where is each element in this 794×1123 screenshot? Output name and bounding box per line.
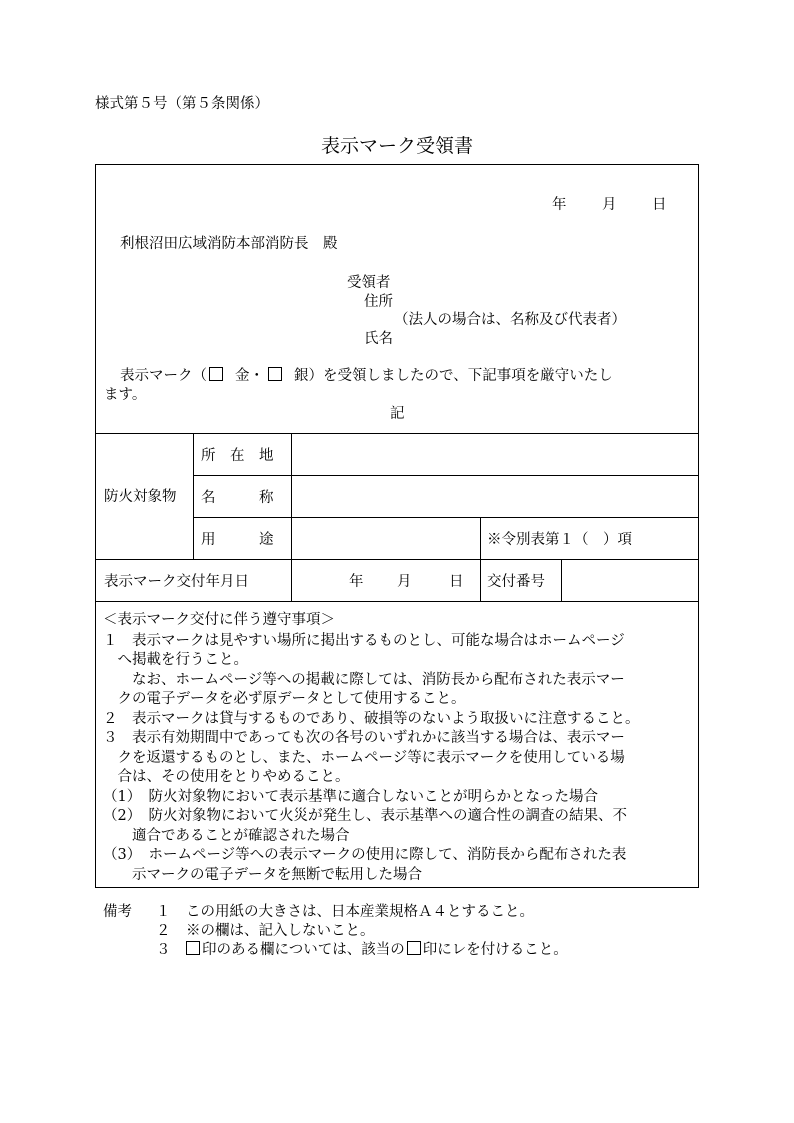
statement-line2: ます。 [104,387,147,403]
remark-text: この用紙の大きさは、日本産業規格Ａ４とすること。 [186,904,534,920]
rule-line [96,601,698,602]
compliance-line: （2） 防火対象物において火災が発生し、表示基準への適合性の調査の結果、不 [103,808,627,824]
compliance-line: なお、ホームページ等への掲載に際しては、消防長から配布された表示マー [103,672,625,688]
form-number: 様式第５号（第５条関係） [95,96,269,112]
issue-day-label: 日 [449,574,464,590]
rule-line [291,559,292,601]
use-label: 用 途 [201,532,274,548]
rule-line [193,433,194,559]
fire-object-label: 防火対象物 [104,489,177,505]
issue-date-label: 表示マーク交付年月日 [104,574,249,590]
remark-text-part: 印にレを付けること。 [422,942,568,958]
name-label: 氏名 [364,331,393,347]
issue-month-label: 月 [397,574,412,590]
compliance-line: ３ 表示有効期間中であっても次の各号のいずれかに該当する場合は、表示マー [103,730,625,746]
compliance-line: 合は、その使用をとりやめること。 [103,769,350,785]
checkbox-silver[interactable] [268,367,282,381]
rule-line [96,433,698,434]
statement-silver: 銀）を受領しましたので、下記事項を厳守いたし [294,368,613,384]
checkbox-sample-icon [186,941,200,955]
remark-number: ２ [156,923,171,939]
remark-text [186,938,568,959]
ordinance-note: ※令別表第１（ ）項 [487,532,632,548]
ki-label: 記 [390,406,405,422]
rule-line [193,475,698,476]
statement-line1 [120,364,613,385]
remark-text: ※の欄は、記入しないこと。 [186,923,375,939]
form-frame [95,164,699,888]
date-year-label: 年 [552,197,567,213]
rule-line [96,559,698,560]
checkbox-gold[interactable] [209,367,223,381]
date-day-label: 日 [652,197,667,213]
rule-line [480,517,481,601]
compliance-heading: ＜表示マーク交付に伴う遵守事項＞ [103,612,335,628]
statement-gold: 金・ [235,368,264,384]
recipient-label: 受領者 [347,275,391,291]
statement-part-a: 表示マーク（ [120,368,207,384]
compliance-line: クの電子データを必ず原データとして使用すること。 [103,691,466,707]
rule-line [193,517,698,518]
compliance-line: 適合であることが確認された場合 [103,828,350,844]
issue-year-label: 年 [349,574,364,590]
corporate-note: （法人の場合は、名称及び代表者） [394,312,626,328]
compliance-line: へ掲載を行うこと。 [103,652,248,668]
compliance-line: １ 表示マークは見やすい場所に掲出するものとし、可能な場合はホームページ [103,633,625,649]
date-month-label: 月 [602,197,617,213]
addressee: 利根沼田広域消防本部消防長 殿 [120,236,338,252]
remark-number: １ [156,904,171,920]
remark-text-part: 印のある欄については、該当の [202,942,405,958]
address-label: 住所 [364,294,393,310]
compliance-line: ２ 表示マークは貸与するものであり、破損等のないよう取扱いに注意すること。 [103,711,640,727]
location-label: 所 在 地 [201,448,274,464]
checkbox-sample-icon [407,941,421,955]
facility-name-label: 名 称 [201,490,274,506]
compliance-line: 示マークの電子データを無断で転用した場合 [103,867,422,883]
compliance-line: クを返還するものとし、また、ホームページ等に表示マークを使用している場 [103,750,625,766]
rule-line [561,559,562,601]
rule-line [291,433,292,559]
compliance-line: （1） 防火対象物において表示基準に適合しないことが明らかとなった場合 [103,789,598,805]
remarks-label: 備考 [103,904,132,920]
page-title: 表示マーク受領書 [320,135,473,157]
issue-number-label: 交付番号 [487,574,545,590]
compliance-line: （3） ホームページ等への表示マークの使用に際して、消防長から配布された表 [103,847,627,863]
remark-number: ３ [156,942,171,958]
